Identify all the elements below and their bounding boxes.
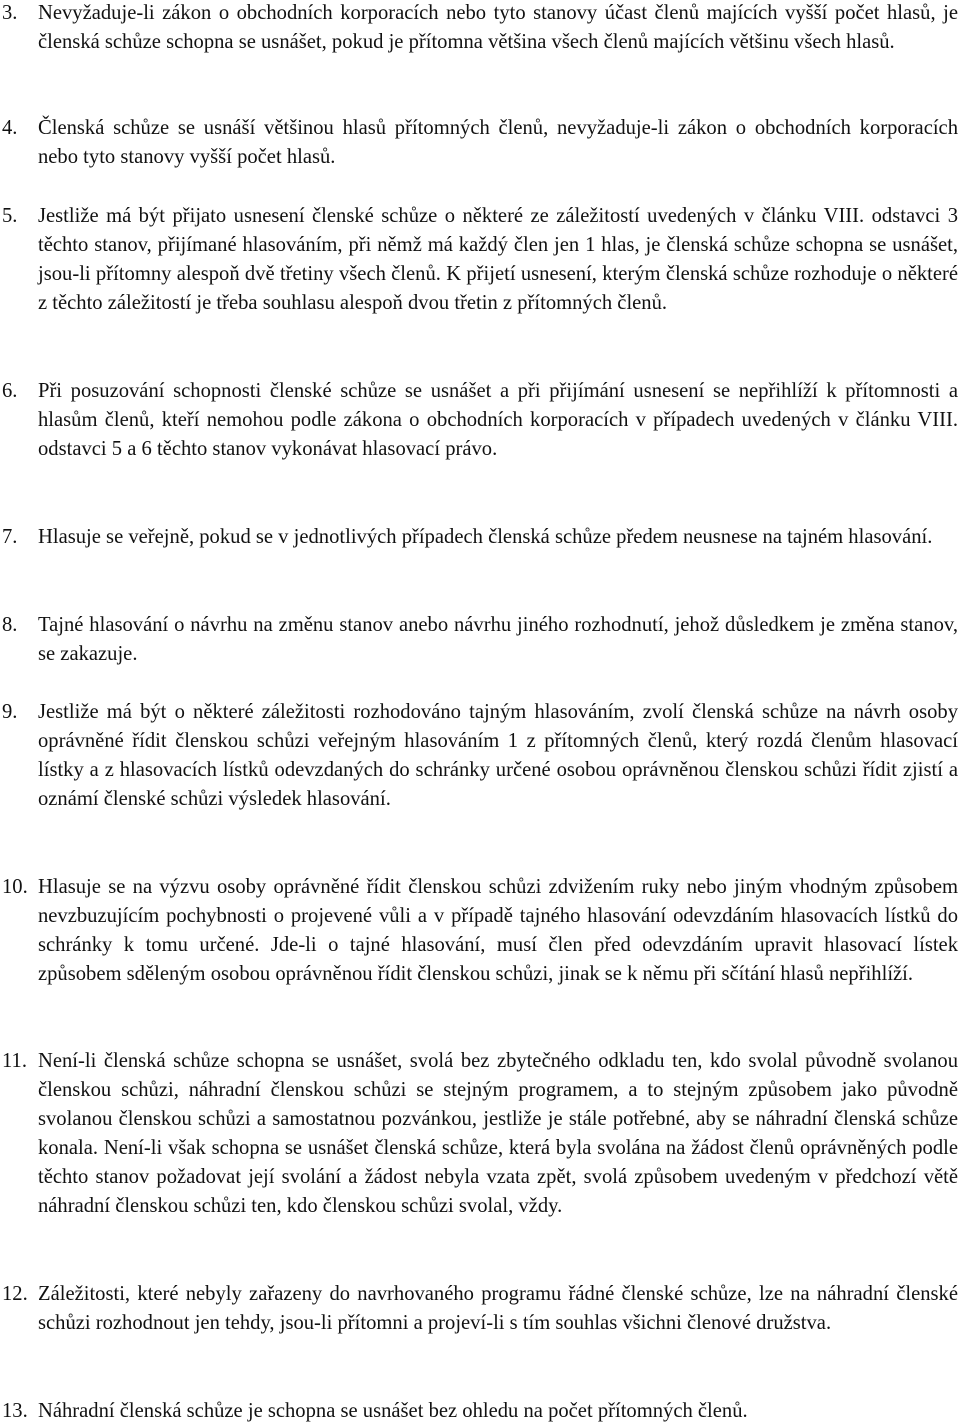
clause-text: Náhradní členská schůze je schopna se usnášet bez ohledu na počet přítomných členů.	[38, 1400, 748, 1422]
clause-8	[2, 611, 958, 669]
clause-4	[2, 114, 958, 172]
clause-3	[2, 0, 958, 57]
clause-number: 4.	[2, 117, 18, 139]
clause-number: 6.	[2, 380, 18, 402]
clause-number: 9.	[2, 701, 18, 723]
clause-number: 3.	[2, 2, 18, 24]
clause-13	[2, 1397, 958, 1426]
clause-6	[2, 377, 958, 464]
clause-text: Není-li členská schůze schopna se usnášet, svolá bez zbytečného odkladu ten, kdo svolal původně svolanou členskou schůzi, náhradní členskou schůzi se stejným programem, a to stejným způsobem jako původně svolanou členskou schůzi a samostatnou pozvánkou, jestliže je stále potřebné, aby se náhradní členská schůze konala. Není-li však schopna se usnášet členská schůze, která byla svolána na žádost členů oprávněných podle těchto stanov požadovat její svolání a žádost nebyla vzata zpět, svolá způsobem uvedeným v předchozí větě náhradní členskou schůzi ten, kdo členskou schůzi svolal, vždy.	[38, 1050, 958, 1217]
clause-text: Nevyžaduje-li zákon o obchodních korporacích nebo tyto stanovy účast členů majících vyšší počet hlasů, je členská schůze schopna se usnášet, pokud je přítomna většina všech členů majících většinu všech hlasů.	[38, 2, 958, 53]
clause-9	[2, 698, 958, 814]
clause-number: 7.	[2, 526, 18, 548]
clause-text: Záležitosti, které nebyly zařazeny do navrhovaného programu řádné členské schůze, lze na náhradní členské schůzi rozhodnout jen tehdy, jsou-li přítomni a projeví-li s tím souhlas všichni členové družstva.	[38, 1283, 958, 1334]
clause-text: Členská schůze se usnáší většinou hlasů přítomných členů, nevyžaduje-li zákon o obchodních korporacích nebo tyto stanovy vyšší počet hlasů.	[38, 117, 958, 168]
clause-number: 10.	[2, 876, 28, 898]
clause-10	[2, 873, 958, 989]
clause-7	[2, 523, 958, 552]
clause-number: 12.	[2, 1283, 28, 1305]
clause-5	[2, 202, 958, 318]
clause-number: 8.	[2, 614, 18, 636]
clause-number: 13.	[2, 1400, 28, 1422]
clause-text: Hlasuje se veřejně, pokud se v jednotlivých případech členská schůze předem neusnese na tajném hlasování.	[38, 526, 933, 548]
clause-number: 11.	[2, 1050, 27, 1072]
clause-number: 5.	[2, 205, 18, 227]
clause-text: Tajné hlasování o návrhu na změnu stanov anebo návrhu jiného rozhodnutí, jehož důsledkem je změna stanov, se zakazuje.	[38, 614, 958, 665]
clause-11	[2, 1047, 958, 1221]
clause-text: Jestliže má být přijato usnesení členské schůze o některé ze záležitostí uvedených v článku VIII. odstavci 3 těchto stanov, přijímané hlasováním, při němž má každý člen jen 1 hlas, je členská schůze schopna se usnášet, jsou-li přítomny alespoň dvě třetiny všech členů. K přijetí usnesení, kterým členská schůze rozhoduje o některé z těchto záležitostí je třeba souhlasu alespoň dvou třetin z přítomných členů.	[38, 205, 958, 314]
clause-text: Jestliže má být o některé záležitosti rozhodováno tajným hlasováním, zvolí členská schůze na návrh osoby oprávněné řídit členskou schůzi veřejným hlasováním 1 z přítomných členů, který rozdá členům hlasovací lístky a z hlasovacích lístků odevzdaných do schránky určené osobou oprávněnou členskou schůzi řídit zjistí a oznámí členské schůzi výsledek hlasování.	[38, 701, 958, 810]
clause-text: Hlasuje se na výzvu osoby oprávněné řídit členskou schůzi zdvižením ruky nebo jiným vhodným způsobem nevzbuzujícím pochybnosti o projevené vůli a v případě tajného hlasování odevzdáním hlasovacích lístků do schránky k tomu určené. Jde-li o tajné hlasování, musí člen před odevzdáním upravit hlasovací lístek způsobem sděleným osobou oprávněnou řídit členskou schůzi, jinak se k němu při sčítání hlasů nepřihlíží.	[38, 876, 958, 985]
clause-text: Při posuzování schopnosti členské schůze se usnášet a při přijímání usnesení se nepřihlíží k přítomnosti a hlasům členů, kteří nemohou podle zákona o obchodních korporacích v případech uvedených v článku VIII. odstavci 5 a 6 těchto stanov vykonávat hlasovací právo.	[38, 380, 958, 460]
clause-12	[2, 1280, 958, 1338]
